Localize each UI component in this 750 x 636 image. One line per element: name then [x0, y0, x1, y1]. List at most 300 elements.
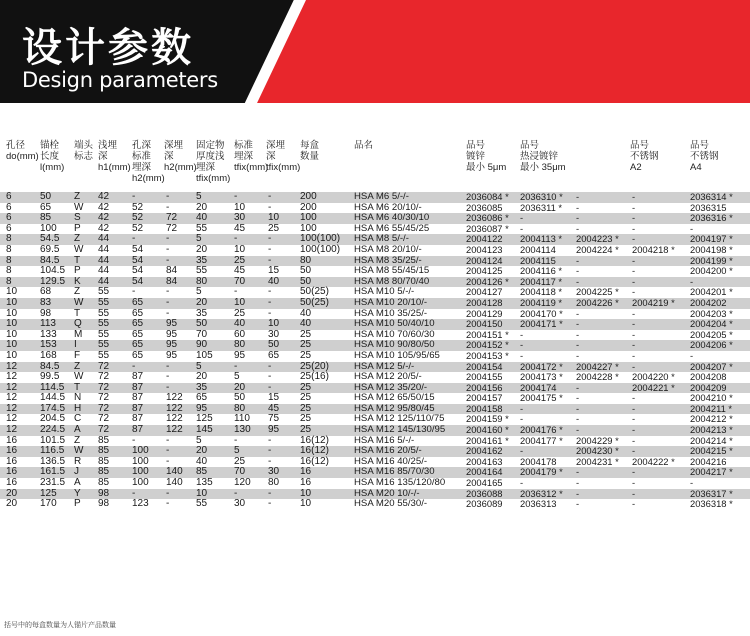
table-cell: N — [74, 392, 82, 404]
table-cell: - — [632, 307, 636, 319]
table-cell: 110 — [234, 413, 250, 425]
table-cell: - — [576, 318, 580, 330]
table-cell: 2004225 * — [576, 286, 619, 298]
table-cell: - — [632, 318, 636, 330]
table-cell: 54 — [132, 243, 144, 255]
table-cell: 2036316 * — [690, 212, 733, 224]
table-cell: 72 — [166, 212, 178, 224]
header-h7: 标准 埋深 tfix(mm) — [234, 140, 269, 173]
table-cell: - — [632, 498, 636, 510]
table-cell: 122 — [166, 424, 183, 436]
table-cell: 2004153 * — [466, 349, 509, 361]
table-cell: 50(25) — [300, 296, 329, 308]
table-cell: HSA M10 50/40/10 — [354, 318, 435, 330]
table-cell: - — [520, 402, 524, 414]
table-cell: 85 — [98, 455, 110, 467]
table-cell: 45 — [234, 265, 246, 277]
table-cell: 10 — [6, 349, 18, 361]
table-cell: 2004222 * — [632, 455, 675, 467]
table-cell: 52 — [132, 212, 144, 224]
table-cell: 116.5 — [40, 445, 65, 457]
table-cell: 20 — [196, 243, 208, 255]
table-cell: - — [632, 392, 636, 404]
table-cell: 2004230 * — [576, 445, 619, 457]
footnote: 括号中的每盒数量为人锚片产品数量 — [4, 622, 116, 629]
table-cell: - — [166, 233, 170, 245]
table-cell: 2004207 * — [690, 360, 733, 372]
table-cell: 72 — [98, 392, 110, 404]
table-cell: HSA M20 55/30/- — [354, 498, 428, 510]
table-cell: 44 — [98, 275, 110, 287]
table-cell: 25(16) — [300, 371, 329, 383]
table-cell: - — [166, 487, 170, 499]
table-cell: 80 — [196, 275, 208, 287]
table-cell: - — [520, 328, 524, 340]
table-cell: 55 — [98, 318, 110, 330]
table-cell: F — [74, 349, 81, 361]
table-cell: 2004164 — [466, 466, 503, 478]
table-cell: 2036087 * — [466, 222, 509, 234]
table-cell: HSA M12 5/-/- — [354, 360, 415, 372]
table-cell: 2036313 — [520, 498, 557, 510]
table-cell: 6 — [6, 222, 12, 234]
table-cell: 55 — [98, 286, 110, 298]
table-cell: HSA M10 70/60/30 — [354, 328, 435, 340]
table-cell: - — [166, 381, 170, 393]
table-cell: - — [520, 413, 524, 425]
table-cell: - — [632, 402, 636, 414]
table-cell: HSA M16 135/120/80 — [354, 477, 446, 489]
table-cell: 2004220 * — [632, 371, 675, 383]
table-cell: 65 — [132, 349, 144, 361]
table-cell: 15 — [268, 265, 280, 277]
table-cell: 55 — [196, 222, 208, 234]
table-cell: 2004223 * — [576, 233, 619, 245]
table-cell: 2004203 * — [690, 307, 733, 319]
table-cell: 2004155 — [466, 371, 503, 383]
table-cell: 2004212 * — [690, 413, 733, 425]
table-cell: 42 — [98, 212, 110, 224]
table-cell: - — [632, 286, 636, 298]
table-cell: 100 — [40, 222, 57, 234]
table-cell: 2004161 * — [466, 434, 509, 446]
table-cell: 95 — [166, 349, 178, 361]
header-h13: 品号 不锈钢 A2 — [630, 140, 659, 173]
table-cell: 2036317 * — [690, 487, 733, 499]
table-cell: - — [520, 339, 524, 351]
table-cell: 80 — [234, 402, 246, 414]
table-cell: 98 — [98, 498, 110, 510]
table-cell: 30 — [234, 212, 246, 224]
table-cell: 69.5 — [40, 243, 60, 255]
header-h11: 品号 镀锌 最小 5μm — [466, 140, 507, 173]
table-cell: 10 — [6, 339, 18, 351]
table-cell: 100 — [132, 455, 149, 467]
table-cell: - — [520, 212, 524, 224]
table-cell: 10 — [234, 296, 246, 308]
table-cell: 55 — [98, 328, 110, 340]
table-cell: 5 — [196, 434, 202, 446]
table-cell: - — [632, 466, 636, 478]
table-cell: 35 — [196, 381, 208, 393]
table-cell: Z — [74, 360, 81, 372]
table-cell: 2004210 * — [690, 392, 733, 404]
table-cell: 25 — [300, 349, 312, 361]
table-cell: 12 — [6, 392, 18, 404]
table-cell: - — [268, 296, 272, 308]
table-cell: 20 — [234, 381, 246, 393]
table-cell: HSA M8 55/45/15 — [354, 265, 430, 277]
table-cell: HSA M6 55/45/25 — [354, 222, 430, 234]
table-cell: W — [74, 445, 84, 457]
table-cell: 2004128 — [466, 296, 503, 308]
table-cell: 125 — [196, 413, 213, 425]
table-cell: 87 — [132, 402, 144, 414]
table-cell: 25 — [300, 392, 312, 404]
table-cell: 80 — [300, 254, 312, 266]
table-cell: 2004176 * — [520, 424, 563, 436]
table-cell: - — [690, 222, 694, 234]
table-cell: 2004165 — [466, 477, 503, 489]
table-cell: 2004172 * — [520, 360, 563, 372]
table-cell: 65 — [132, 318, 144, 330]
table-cell: 72 — [98, 360, 110, 372]
table-cell: 10 — [234, 201, 246, 213]
table-cell: 50 — [234, 392, 246, 404]
table-cell: 16(12) — [300, 455, 329, 467]
table-cell: 55 — [98, 349, 110, 361]
header-h3: 浅埋 深 h1(mm) — [98, 140, 131, 173]
table-cell: - — [268, 307, 272, 319]
table-cell: 133 — [40, 328, 57, 340]
table-cell: - — [576, 254, 580, 266]
table-cell: 6 — [6, 191, 12, 202]
table-cell: 12 — [6, 371, 18, 383]
table-cell: 145 — [196, 424, 213, 436]
table-cell: 10 — [300, 487, 312, 499]
table-cell: - — [576, 392, 580, 404]
table-cell: - — [132, 434, 136, 446]
table-cell: - — [576, 275, 580, 287]
table-cell: 122 — [166, 413, 183, 425]
table-cell: 2004163 — [466, 455, 503, 467]
table-cell: - — [132, 191, 136, 202]
table-cell: 55 — [196, 498, 208, 510]
table-cell: - — [576, 381, 580, 393]
table-cell: 87 — [132, 413, 144, 425]
table-cell: 2004208 — [690, 371, 727, 383]
table-row — [0, 351, 750, 362]
table-cell: - — [268, 455, 272, 467]
table-cell: 8 — [6, 265, 12, 277]
table-cell: 2004116 * — [520, 265, 563, 277]
table-cell: 120 — [234, 477, 251, 489]
table-cell: 50 — [300, 275, 312, 287]
table-cell: - — [520, 222, 524, 234]
table-cell: - — [166, 191, 170, 202]
table-cell: 72 — [98, 424, 110, 436]
table-cell: - — [576, 328, 580, 340]
table-cell: 2036312 * — [520, 487, 563, 499]
table-cell: 80 — [268, 477, 280, 489]
table-cell: 60 — [234, 328, 246, 340]
table-cell: HSA M16 40/25/- — [354, 455, 428, 467]
table-cell: 2004124 — [466, 254, 503, 266]
table-cell: - — [576, 402, 580, 414]
table-cell: 25 — [300, 424, 312, 436]
header-h5: 深埋 深 h2(mm) — [164, 140, 197, 173]
table-cell: - — [166, 296, 170, 308]
table-cell: - — [576, 222, 580, 234]
table-cell: 5 — [234, 445, 240, 457]
table-cell: 84.5 — [40, 360, 60, 372]
table-cell: - — [520, 477, 524, 489]
table-cell: 2036318 * — [690, 498, 733, 510]
table-cell: 2004114 — [520, 243, 556, 255]
table-cell: T — [74, 254, 81, 266]
table-body — [0, 192, 750, 510]
table-cell: 231.5 — [40, 477, 66, 489]
table-cell: 2004206 * — [690, 339, 733, 351]
table-cell: 12 — [6, 360, 18, 372]
table-cell: - — [166, 254, 170, 266]
header-h9: 每盒 数量 — [300, 140, 320, 162]
table-cell: - — [166, 243, 170, 255]
table-cell: 20 — [6, 487, 18, 499]
table-cell: 8 — [6, 243, 12, 255]
table-cell: - — [632, 233, 636, 245]
table-cell: 2036089 — [466, 498, 503, 510]
table-cell: HSA M12 125/110/75 — [354, 413, 445, 425]
table-cell: 80 — [234, 339, 246, 351]
table-cell: - — [268, 191, 272, 202]
table-cell: 2004221 * — [632, 381, 675, 393]
table-cell: 2004150 — [466, 318, 503, 330]
table-cell: 2004213 * — [690, 424, 733, 436]
table-cell: - — [268, 233, 272, 245]
table-cell: 122 — [166, 402, 183, 414]
header-h8: 深埋 深 tfix(mm) — [266, 140, 301, 173]
table-cell: 2004158 — [466, 402, 503, 414]
table-cell: - — [576, 498, 580, 510]
table-cell: 50 — [300, 265, 312, 277]
table-cell: - — [166, 371, 170, 383]
header-h10: 品名 — [354, 140, 374, 151]
table-cell: 45 — [234, 222, 246, 234]
table-cell: 2036085 — [466, 201, 503, 213]
table-cell: 10 — [6, 296, 18, 308]
table-cell: 100(100) — [300, 233, 341, 245]
table-cell: S — [74, 212, 81, 224]
table-row — [0, 298, 750, 309]
table-cell: 100 — [132, 445, 149, 457]
table-cell: - — [576, 466, 580, 478]
table-cell: 144.5 — [40, 392, 66, 404]
table-cell: - — [234, 191, 238, 202]
table-cell: 6 — [6, 212, 12, 224]
table-cell: 2004227 * — [576, 360, 619, 372]
table-cell: 16 — [6, 455, 18, 467]
table-cell: Z — [74, 434, 81, 446]
table-cell: 84 — [166, 275, 178, 287]
table-cell: HSA M6 40/30/10 — [354, 212, 430, 224]
table-cell: - — [166, 201, 170, 213]
table-cell: 161.5 — [40, 466, 66, 478]
table-cell: 72 — [166, 222, 178, 234]
table-cell: - — [576, 201, 580, 213]
table-cell: 114.5 — [40, 381, 65, 393]
table-cell: 2004171 * — [520, 318, 563, 330]
table-cell: 85 — [98, 445, 110, 457]
table-cell: - — [520, 445, 524, 457]
table-cell: 16 — [6, 434, 18, 446]
table-cell: - — [576, 477, 580, 489]
table-cell: 2004113 * — [520, 233, 563, 245]
header-h14: 品号 不锈钢 A4 — [690, 140, 719, 173]
table-cell: 2036084 * — [466, 191, 509, 202]
table-cell: 130 — [234, 424, 251, 436]
table-cell: 2004228 * — [576, 371, 619, 383]
table-cell: 10 — [300, 498, 312, 510]
table-cell: 2004156 — [466, 381, 503, 393]
table-cell: 2004175 * — [520, 392, 563, 404]
table-cell: 42 — [98, 222, 110, 234]
table-cell: - — [690, 349, 694, 361]
table-cell: 25 — [300, 381, 312, 393]
table-cell: 35 — [196, 307, 208, 319]
table-cell: 2004219 * — [632, 296, 675, 308]
table-cell: - — [132, 233, 136, 245]
table-cell: - — [166, 307, 170, 319]
table-cell: - — [166, 445, 170, 457]
table-cell: HSA M6 5/-/- — [354, 191, 409, 202]
table-cell: 50 — [196, 318, 208, 330]
table-cell: 2004122 — [466, 233, 503, 245]
table-cell: 8 — [6, 254, 12, 266]
table-cell: 2004201 * — [690, 286, 733, 298]
table-cell: HSA M8 35/25/- — [354, 254, 422, 266]
table-cell: 2004205 * — [690, 328, 733, 340]
table-cell: - — [166, 434, 170, 446]
table-cell: 40 — [196, 212, 208, 224]
table-cell: 5 — [196, 286, 202, 298]
table-cell: - — [132, 487, 136, 499]
table-cell: 136.5 — [40, 455, 66, 467]
table-cell: 101.5 — [40, 434, 66, 446]
table-cell: 2004177 * — [520, 434, 563, 446]
table-cell: HSA M12 65/50/15 — [354, 392, 435, 404]
table-cell: - — [576, 424, 580, 436]
table-cell: 2036315 — [690, 201, 727, 213]
table-cell: 2004151 * — [466, 328, 509, 340]
table-cell: 87 — [132, 392, 144, 404]
table-cell: 98 — [98, 487, 110, 499]
table-cell: 168 — [40, 349, 57, 361]
table-cell: R — [74, 455, 82, 467]
table-cell: 129.5 — [40, 275, 66, 287]
table-cell: 30 — [268, 466, 280, 478]
table-cell: 95 — [166, 339, 178, 351]
table-cell: 8 — [6, 275, 12, 287]
table-cell: 16(12) — [300, 445, 329, 457]
table-cell: 104.5 — [40, 265, 66, 277]
table-cell: 87 — [132, 371, 144, 383]
table-cell: 100(100) — [300, 243, 341, 255]
header-h2: 端头 标志 — [74, 140, 94, 162]
table-cell: - — [632, 349, 636, 361]
table-cell: - — [166, 360, 170, 372]
table-cell: - — [632, 434, 636, 446]
table-cell: - — [268, 243, 272, 255]
table-cell: 55 — [98, 307, 110, 319]
table-cell: 95 — [268, 424, 280, 436]
table-cell: - — [234, 434, 238, 446]
table-cell: - — [576, 191, 580, 202]
header-banner — [0, 0, 750, 103]
table-cell: - — [632, 413, 636, 425]
table-cell: - — [632, 487, 636, 499]
table-cell: 42 — [98, 191, 110, 202]
table-cell: 125 — [40, 487, 57, 499]
table-cell: - — [234, 487, 238, 499]
table-cell: P — [74, 222, 81, 234]
table-cell: - — [576, 212, 580, 224]
table-cell: - — [234, 233, 238, 245]
table-cell: 40 — [300, 318, 312, 330]
table-cell: 2036086 * — [466, 212, 509, 224]
header-h12: 品号 热浸镀锌 最小 35μm — [520, 140, 566, 173]
table-cell: 2004118 * — [520, 286, 563, 298]
table-cell: 40 — [196, 455, 208, 467]
table-cell: 65 — [40, 201, 52, 213]
table-cell: 100 — [132, 477, 149, 489]
table-cell: 30 — [234, 498, 246, 510]
table-cell: 2004129 — [466, 307, 503, 319]
table-cell: 55 — [196, 265, 208, 277]
table-cell: 140 — [166, 477, 183, 489]
table-cell: T — [74, 381, 81, 393]
table-cell: 2004214 * — [690, 434, 733, 446]
table-cell: 170 — [40, 498, 57, 510]
table-cell: C — [74, 413, 82, 425]
table-cell: 16(12) — [300, 434, 329, 446]
table-cell: - — [268, 360, 272, 372]
table-cell: 25(20) — [300, 360, 329, 372]
table-cell: 98 — [40, 307, 52, 319]
table-cell: 2004178 — [520, 455, 557, 467]
table-cell: 2004197 * — [690, 233, 733, 245]
table-cell: 15 — [268, 392, 280, 404]
table-cell: 2004159 * — [466, 413, 509, 425]
table-cell: 40 — [234, 318, 246, 330]
table-cell: 122 — [166, 392, 183, 404]
table-cell: 2004157 — [466, 392, 503, 404]
table-cell: W — [74, 243, 84, 255]
table-cell: 2004200 * — [690, 265, 733, 277]
table-cell: - — [268, 434, 272, 446]
table-cell: Z — [74, 191, 81, 202]
table-cell: A — [74, 477, 81, 489]
table-cell: 55 — [98, 339, 110, 351]
table-cell: 2004198 * — [690, 243, 733, 255]
table-cell: 50 — [40, 191, 52, 202]
table-cell: 10 — [6, 318, 18, 330]
table-cell: 16 — [6, 445, 18, 457]
table-cell: HSA M10 90/80/50 — [354, 339, 435, 351]
table-cell: 35 — [196, 254, 208, 266]
table-cell: 174.5 — [40, 402, 66, 414]
table-cell: 54 — [132, 254, 144, 266]
